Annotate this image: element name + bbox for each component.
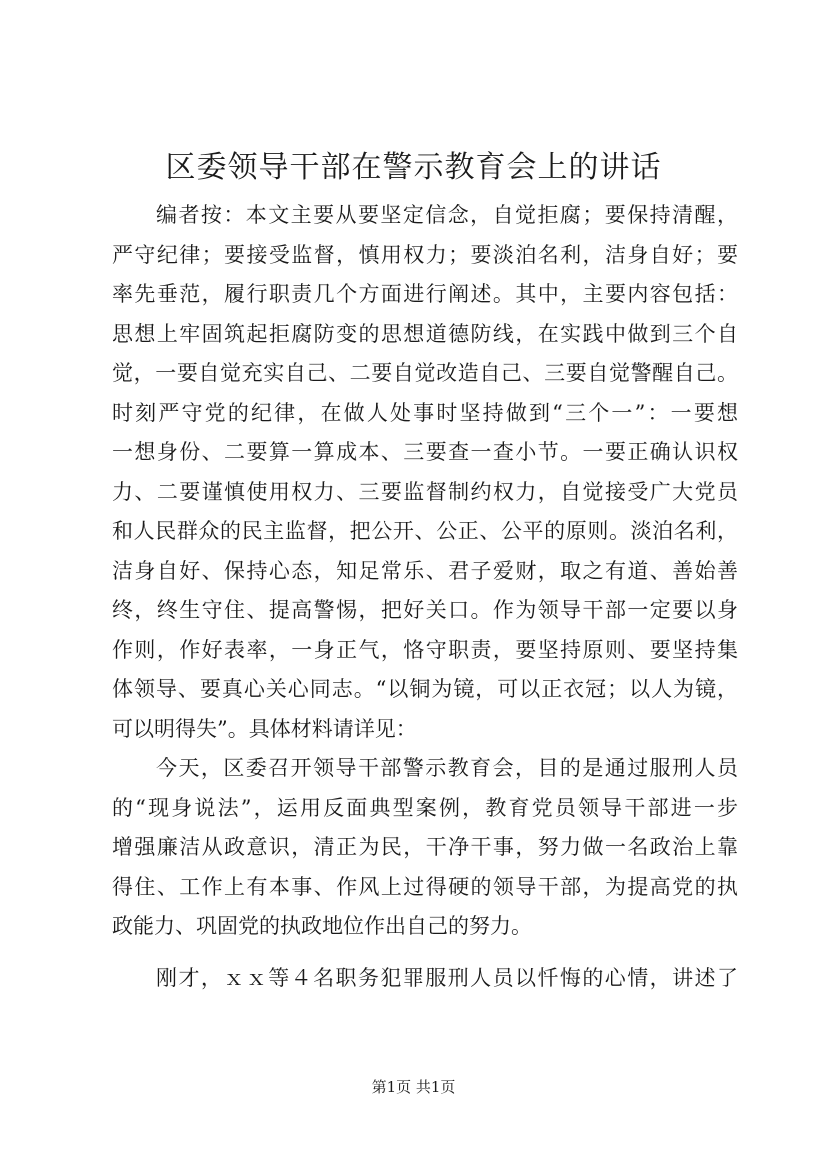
text-line: 觉，一要自觉充实自己、二要自觉改造自己、三要自觉警醒自己。 xyxy=(112,361,738,385)
text-line: 增强廉洁从政意识，清正为民，干净干事，努力做一名政治上靠 xyxy=(112,835,738,859)
text-line: 可以明得失”。具体材料请详见： xyxy=(112,716,417,741)
text-line: 政能力、巩固党的执政地位作出自己的努力。 xyxy=(112,914,532,938)
paragraph-testimony xyxy=(112,959,738,999)
text-line: 的“现身说法”，运用反面典型案例，教育党员领导干部进一步 xyxy=(112,795,738,820)
text-line: 思想上牢固筑起拒腐防变的思想道德防线，在实践中做到三个自 xyxy=(112,321,738,346)
text-line: 洁身自好、保持心态，知足常乐、君子爱财，取之有道、善始善 xyxy=(112,558,738,583)
document-title: 区委领导干部在警示教育会上的讲话 xyxy=(165,150,662,185)
text-line: 编者按：本文主要从要坚定信念，自觉拒腐；要保持清醒， xyxy=(156,203,738,227)
paragraph-gap xyxy=(112,947,738,959)
text-line: 刚才，ｘｘ等４名职务犯罪服刑人员以忏悔的心情，讲述了 xyxy=(156,965,738,990)
text-line: 体领导、要真心关心同志。“以铜为镜，可以正衣冠；以人为镜， xyxy=(112,677,738,701)
text-line: 和人民群众的民主监督，把公开、公正、公平的原则。淡泊名利， xyxy=(112,519,738,543)
page-number-footer: 第1页 共1页 xyxy=(371,1078,456,1096)
paragraph-speech-intro xyxy=(112,749,738,947)
text-line: 今天，区委召开领导干部警示教育会，目的是通过服刑人员 xyxy=(156,756,738,780)
text-line: 力、二要谨慎使用权力、三要监督制约权力，自觉接受广大党员 xyxy=(112,479,738,504)
text-line: 率先垂范，履行职责几个方面进行阐述。其中，主要内容包括： xyxy=(112,282,738,306)
document-body xyxy=(112,196,738,998)
text-line: 得住、工作上有本事、作风上过得硬的领导干部，为提高党的执 xyxy=(112,874,738,899)
text-line: 作则，作好表率，一身正气，恪守职责，要坚持原则、要坚持集 xyxy=(112,637,738,662)
text-line: 严守纪律；要接受监督，慎用权力；要淡泊名利，洁身自好；要 xyxy=(112,242,738,267)
paragraph-editor-note xyxy=(112,196,738,749)
text-line: 时刻严守党的纪律，在做人处事时坚持做到“三个一”：一要想 xyxy=(112,400,738,425)
text-line: 终，终生守住、提高警惕，把好关口。作为领导干部一定要以身 xyxy=(112,598,738,622)
text-line: 一想身份、二要算一算成本、三要查一查小节。一要正确认识权 xyxy=(112,440,738,464)
